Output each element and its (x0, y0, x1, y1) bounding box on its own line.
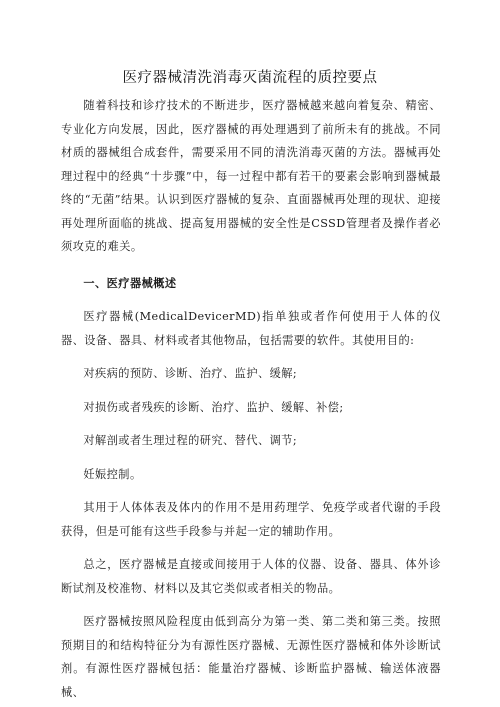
document-body (61, 94, 441, 704)
purpose-item: 对损伤或者残疾的诊断、治疗、监护、缓解、补偿; (83, 400, 344, 414)
section-heading-overview: 一、医疗器械概述 (83, 275, 177, 290)
document-title: 医疗器械清洗消毒灭菌流程的质控要点 (122, 70, 378, 86)
purpose-item: 对解剖或者生理过程的研究、替代、调节; (83, 434, 298, 447)
intro-paragraph: 随着科技和诊疗技术的不断进步，医疗器械越来越向着复杂、精密、专业化方向发展，因此，医疗器械的再处理遇到了前所未有的挑战。不同材质的器械组合成套件，需要采用不同的清洗消毒灭菌的方法。器械再处理过程中的经典“十步骤”中，每一过程中都有若干的要素会影响到器械最终的“无菌”结果。认识到医疗器械的复杂、直面器械再处理的现状、迎接再处理所面临的挑战、提高复用器械的安全性是CSSD管理者及操作者必须攻克的难关。 (61, 99, 441, 253)
purpose-item: 对疾病的预防、诊断、治疗、监护、缓解; (83, 367, 298, 380)
definition-paragraph: 医疗器械(MedicalDevicerMD)指单独或者作何使用于人体的仪器、设备、器具、材料或者其他物品，包括需要的软件。其使用目的: (61, 310, 441, 347)
purpose-item: 妊娠控制。 (83, 467, 142, 481)
effect-paragraph: 其用于人体体表及体内的作用不是用药理学、免疫学或者代谢的手段获得，但是可能有这些手段参与并起一定的辅助作用。 (61, 501, 441, 538)
classification-paragraph: 医疗器械按照风险程度由低到高分为第一类、第二类和第三类。按照预期目的和结构特征分为有源性医疗器械、无源性医疗器械和体外诊断试剂。有源性医疗器械包括：能量治疗器械、诊断监护器械、输送体液器械、 (61, 615, 441, 699)
summary-paragraph: 总之，医疗器械是直接或间接用于人体的仪器、设备、器具、体外诊断试剂及校准物、材料以及其它类似或者相关的物品。 (61, 558, 441, 595)
